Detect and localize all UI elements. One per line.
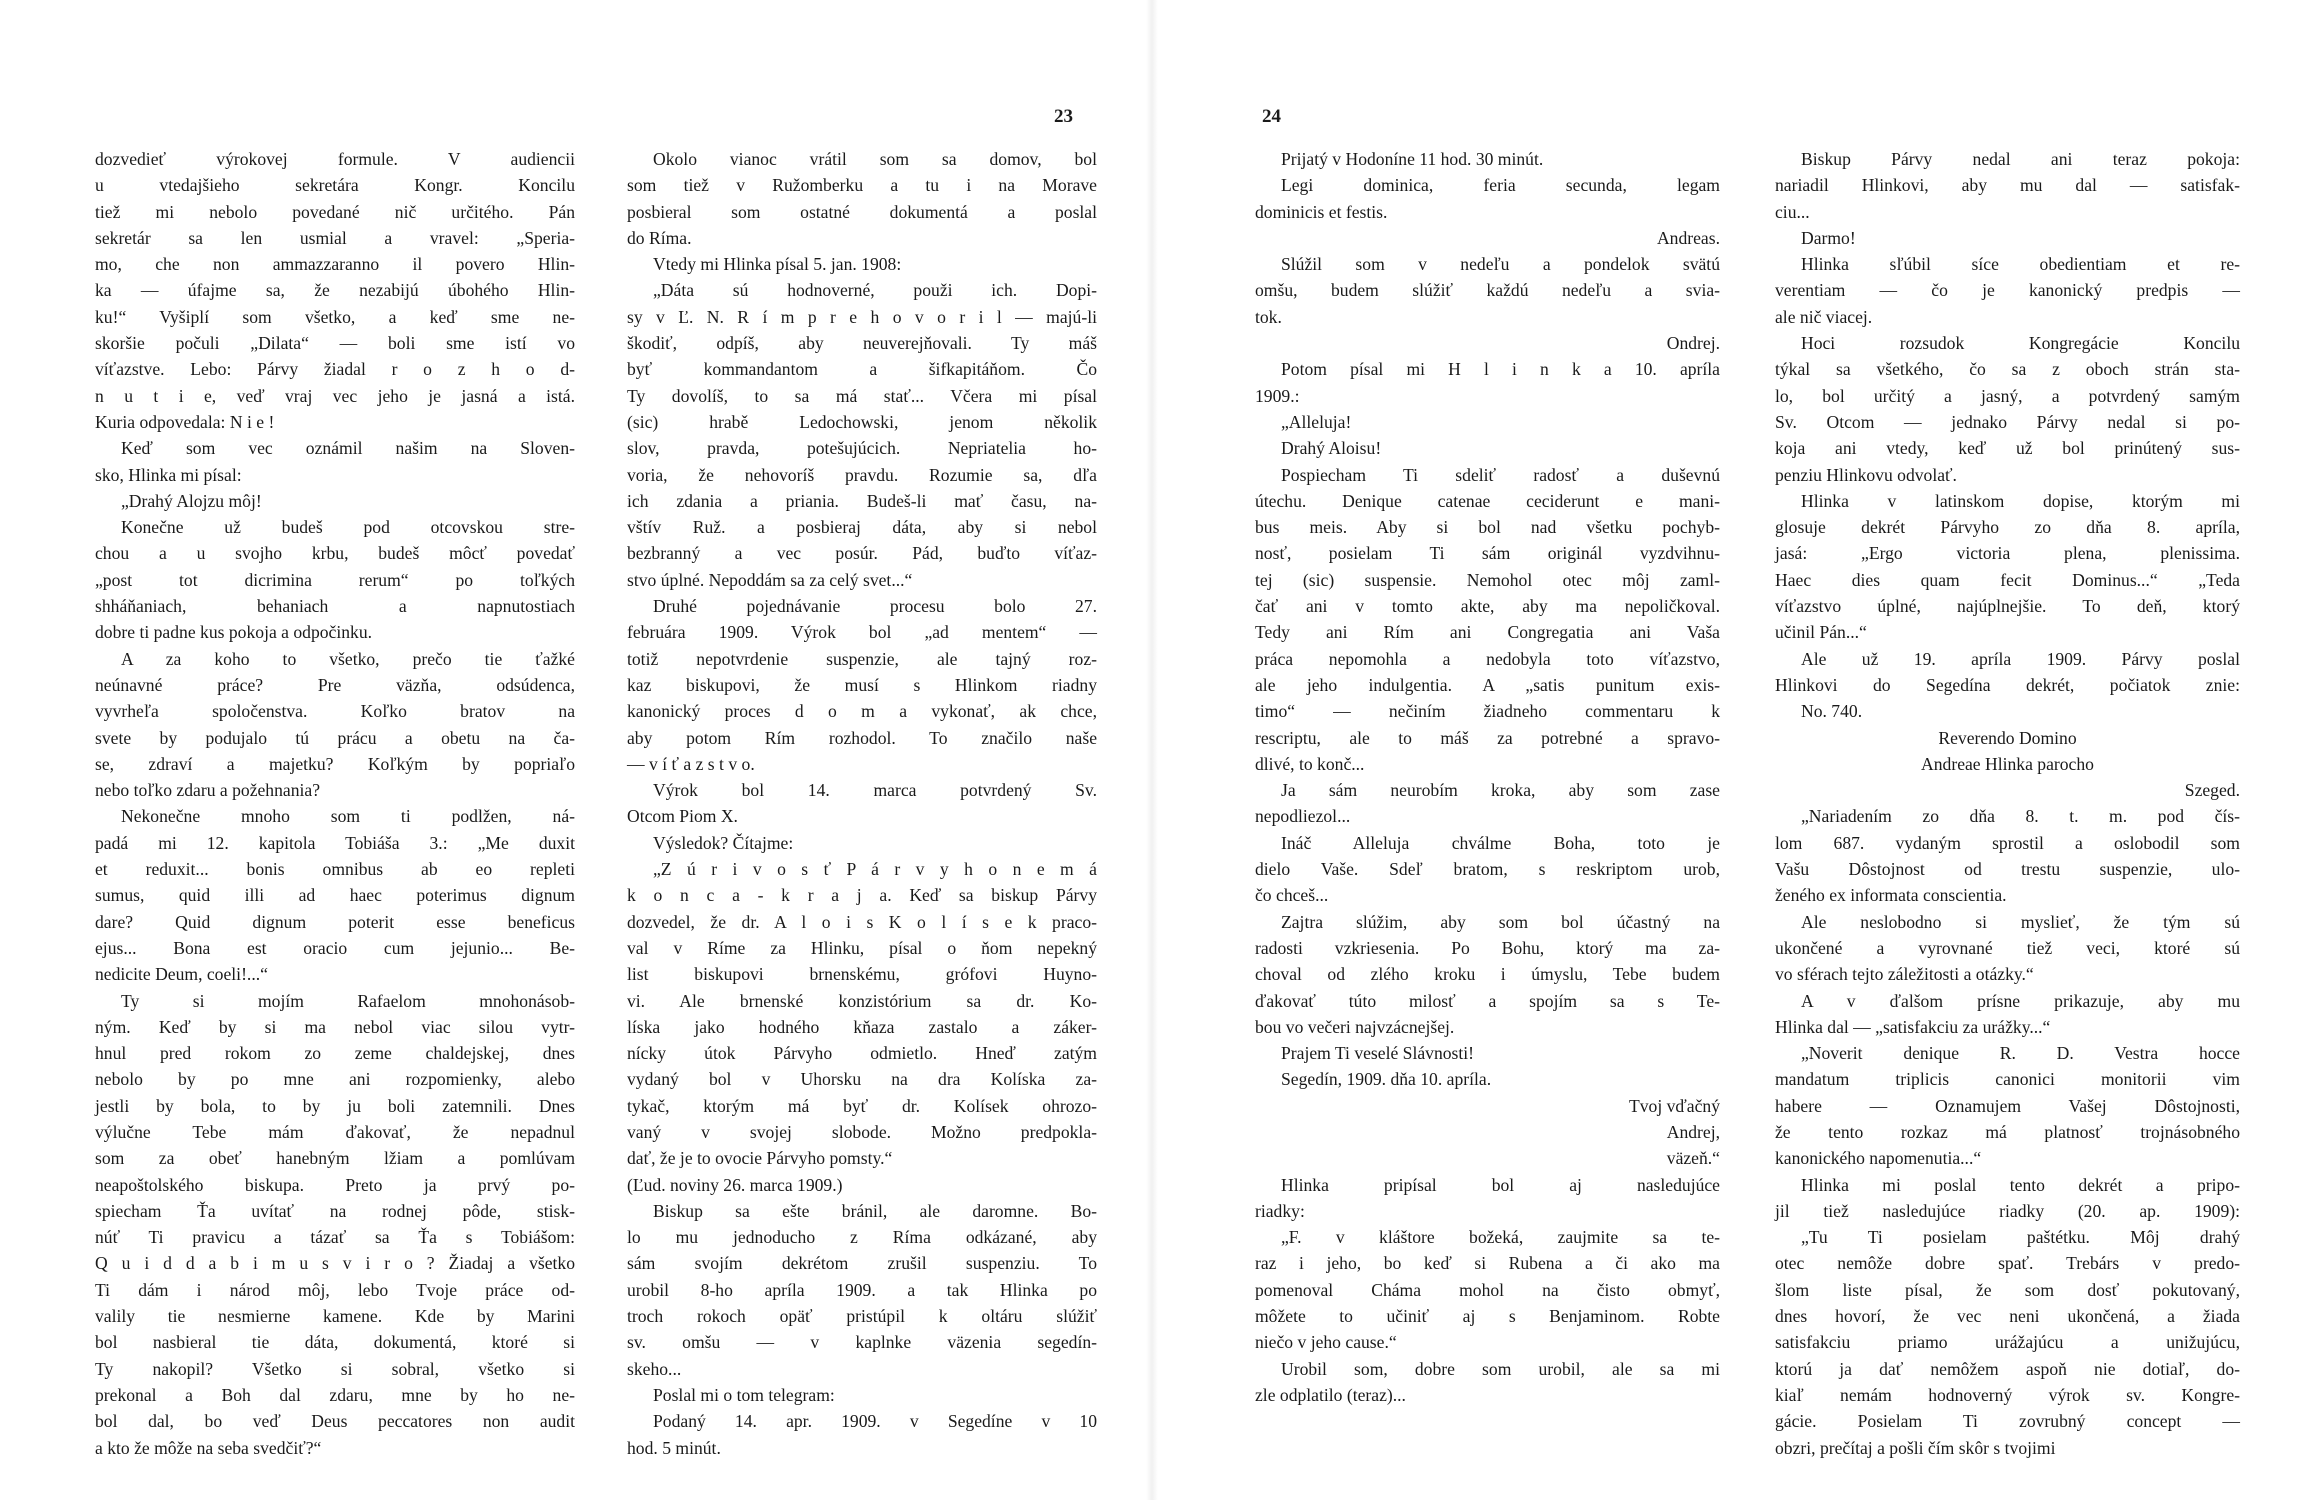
- text-line: spiecham Ťa uvítať na rodnej pôde, stisk-: [95, 1200, 575, 1221]
- text-line: Ale neslobodno si myslieť, že tým sú: [1801, 911, 2240, 932]
- text-line: ciu...: [1775, 201, 1810, 222]
- text-line: kanonický proces d o m a vykonať, ak chce,: [627, 701, 1097, 722]
- text-line: sekretár sa len usmial a vravel: „Speria-: [95, 227, 575, 248]
- text-line: Segedín, 1909. dňa 10. apríla.: [1281, 1069, 1492, 1090]
- text-line: som tiež v Ružomberku a tu i na Morave: [627, 175, 1097, 196]
- text-line: týkal sa všetkého, čo sa z oboch strán sta-: [1775, 359, 2240, 380]
- text-line: niečo v jeho cause.“: [1255, 1332, 1397, 1353]
- text-line: A v ďalšom prísne prikazuje, aby mu: [1801, 990, 2240, 1011]
- text-line: Hlinka mi poslal tento dekrét a pripo-: [1801, 1174, 2240, 1195]
- text-line: pomenoval Cháma mohol na čisto obmyť,: [1255, 1279, 1720, 1300]
- text-line: líska jako hodného kňaza zastalo a záker-: [627, 1016, 1097, 1037]
- text-line: „Dáta sú hodnoverné, použi ich. Dopi-: [653, 280, 1097, 301]
- text-line: vyvrheľa spoločenstva. Koľko bratov na: [95, 701, 575, 722]
- text-line: nícky útok Párvyho odmietlo. Hneď zatým: [627, 1043, 1097, 1064]
- text-line: ženého ex informata conscientia.: [1775, 885, 2007, 906]
- text-line: nebo toľko zdaru a požehnania?: [95, 780, 321, 801]
- text-line: koja ani vtedy, keď už bol prinútený sus-: [1775, 438, 2240, 459]
- text-line: Prijatý v Hodoníne 11 hod. 30 minút.: [1281, 149, 1544, 169]
- text-line: — v í ť a z s t v o.: [627, 753, 755, 774]
- text-line: Keď som vec oznámil našim na Sloven-: [121, 438, 575, 459]
- text-line: skoršie počuli „Dilata“ — boli sme istí vo: [95, 333, 575, 354]
- text-line: omšu, budem slúžiť každú nedeľu a svia-: [1255, 280, 1720, 301]
- text-line: dare? Quid dignum poterit esse beneficus: [95, 911, 575, 932]
- text-line: práca nepomohla a nedobyla toto víťazstvo,: [1255, 648, 1720, 669]
- text-line: bol nasbieral tie dáta, dokumentá, ktoré si: [95, 1332, 575, 1353]
- text-line: Prajem Ti veselé Slávnosti!: [1281, 1043, 1475, 1064]
- right-page: [1152, 0, 2304, 1500]
- text-line: Kuria odpovedala: N i e !: [95, 411, 275, 432]
- text-line: „Nariadením zo dňa 8. t. m. pod čís-: [1801, 806, 2240, 827]
- text-line: tiež mi nebolo povedané nič určitého. Pán: [95, 201, 575, 222]
- text-line: Hlinka dal — „satisfakciu za urážky...“: [1775, 1016, 2051, 1037]
- text-line: tej (sic) suspensie. Nemohol otec môj zaml-: [1255, 569, 1720, 590]
- text-column: [1775, 146, 2240, 1458]
- text-line: valily tie nesmierne kamene. Kde by Marini: [95, 1306, 575, 1327]
- text-line: vštív Ruž. a posbieraj dáta, aby si nebol: [627, 517, 1097, 538]
- text-line: Ty si mojím Rafaelom mnohonásob-: [121, 990, 575, 1011]
- text-line: Andreae Hlinka parocho: [1921, 753, 2094, 774]
- text-line: padá mi 12. kapitola Tobiáša 3.: „Me duxit: [95, 832, 575, 853]
- text-line: hod. 5 minút.: [627, 1437, 721, 1458]
- text-line: dozvedel, že dr. A l o i s K o l í s e k praco-: [627, 911, 1097, 932]
- text-line: že tento rozkaz má platnosť trojnásobného: [1775, 1121, 2240, 1142]
- text-line: vi. Ale brnenské konzistórium sa dr. Ko-: [627, 990, 1097, 1011]
- text-line: dozvedieť výrokovej formule. V audiencii: [95, 149, 575, 169]
- text-line: Szeged.: [2184, 780, 2240, 801]
- text-line: Výsledok? Čítajme:: [653, 832, 794, 853]
- text-line: byť kommandantom a šifkapitáňom. Čo: [627, 359, 1097, 380]
- text-line: Biskup Párvy nedal ani teraz pokoja:: [1801, 149, 2240, 169]
- text-line: n u t i e, veď vraj vec jeho je jasná a istá.: [95, 385, 575, 406]
- page-number: 23: [1054, 106, 1073, 127]
- text-line: Ondrej.: [1666, 333, 1720, 354]
- text-line: Reverendo Domino: [1938, 727, 2077, 748]
- text-line: nepodliezol...: [1255, 806, 1351, 827]
- text-line: jestli by bola, to by ju boli zatemnili. Dnes: [95, 1095, 575, 1116]
- text-line: u vtedajšieho sekretára Kongr. Koncilu: [95, 175, 575, 196]
- text-line: k o n c a - k r a j a. Keď sa biskup Párvy: [627, 885, 1097, 906]
- text-line: gácie. Posielam Ti zovrubný concept —: [1775, 1411, 2240, 1432]
- text-line: útechu. Denique catenae ceciderunt e mani-: [1255, 490, 1720, 511]
- text-line: dať, že je to ovocie Párvyho pomsty.“: [627, 1148, 893, 1169]
- text-line: sy v Ľ. N. R í m p r e h o v o r i l — majú-li: [627, 306, 1097, 327]
- text-line: Hlinka sľúbil síce obedientiam et re-: [1801, 254, 2240, 275]
- text-line: obzri, prečítaj a pošli čím skôr s tvojimi: [1775, 1437, 2056, 1458]
- text-line: Urobil som, dobre som urobil, ale sa mi: [1281, 1358, 1720, 1379]
- text-line: Darmo!: [1801, 227, 1856, 248]
- text-line: nosť, posielam Ti sám originál vyzdvihnu-: [1255, 543, 1720, 564]
- text-line: ejus... Bona est oracio cum jejunio... Be-: [95, 937, 575, 958]
- text-line: Ale už 19. apríla 1909. Párvy poslal: [1801, 648, 2240, 669]
- text-line: mo, che non ammazzaranno il povero Hlin-: [95, 254, 575, 275]
- text-line: totiž nepotvrdenie suspenzie, ale tajný roz-: [627, 648, 1097, 669]
- text-line: No. 740.: [1801, 701, 1863, 722]
- text-line: bol dal, bo veď Deus peccatores non audit: [95, 1411, 575, 1432]
- text-line: Tvoj vďačný: [1628, 1095, 1720, 1116]
- text-line: môžete to učiniť aj s Benjaminom. Robte: [1255, 1306, 1720, 1327]
- text-line: rescriptu, ale to máš za potrebné a spravo-: [1255, 727, 1720, 748]
- text-line: sko, Hlinka mi písal:: [95, 464, 242, 485]
- text-line: bou vo večeri najvzácnejšej.: [1255, 1016, 1455, 1037]
- text-line: Vtedy mi Hlinka písal 5. jan. 1908:: [653, 254, 902, 275]
- text-line: sám svojím dekrétom zrušil suspenziu. To: [627, 1253, 1097, 1274]
- text-line: otec nemôže dobre spať. Trebárs v predo-: [1775, 1253, 2240, 1274]
- text-line: Poslal mi o tom telegram:: [653, 1384, 835, 1405]
- text-line: jasá: „Ergo victoria plena, plenissima.: [1775, 543, 2240, 564]
- text-line: kanonického napomenutia...“: [1775, 1148, 1982, 1169]
- text-line: Nekonečne mnoho som ti podlžen, ná-: [121, 806, 575, 827]
- text-line: val v Ríme za Hlinku, písal o ňom nepekný: [627, 937, 1097, 958]
- text-line: posbieral som ostatné dokumentá a poslal: [627, 201, 1097, 222]
- text-line: lom 687. vydaným sprostil a oslobodil som: [1775, 832, 2240, 853]
- text-line: penziu Hlinkovu odvolať.: [1775, 464, 1957, 485]
- text-line: neapoštolského biskupa. Preto ja prvý po-: [95, 1174, 575, 1195]
- text-line: bezbranný a vec posúr. Pád, buďto víťaz-: [627, 543, 1097, 564]
- text-line: sv. omšu — v kaplnke väzenia segedín-: [627, 1332, 1097, 1353]
- text-line: list biskupovi brnenskému, grófovi Huyno-: [627, 964, 1097, 985]
- text-line: víťazstve. Lebo: Párvy žiadal r o z h o d-: [95, 359, 575, 380]
- text-line: ktorú ja dať nemôžem aspoň nie dotiaľ, do-: [1775, 1358, 2240, 1379]
- text-line: Andreas.: [1656, 227, 1720, 248]
- text-line: ku!“ Vyšiplí som všetko, a keď sme ne-: [95, 306, 575, 327]
- text-line: Otcom Piom X.: [627, 806, 738, 827]
- text-line: ich zdania a priania. Budeš-li mať času, na-: [627, 490, 1097, 511]
- text-line: Q u i d d a b i m u s v i r o ? Žiadaj a všetko: [95, 1253, 575, 1274]
- text-line: dlivé, to konč...: [1255, 753, 1365, 774]
- text-line: A za koho to všetko, prečo tie ťažké: [121, 648, 575, 669]
- text-line: „post tot dicrimina rerum“ po toľkých: [95, 569, 575, 590]
- text-line: „Drahý Alojzu môj!: [121, 490, 262, 511]
- text-line: bus meis. Aby si bol nad všetku pochyb-: [1255, 517, 1720, 538]
- text-line: Slúžil som v nedeľu a pondelok svätú: [1281, 254, 1720, 275]
- text-line: škodiť, odpíš, aby neuverejňovali. Ty máš: [627, 333, 1097, 354]
- text-line: „F. v kláštore božeká, zaujmite sa te-: [1281, 1227, 1720, 1248]
- text-line: dielo Vaše. Sdeľ bratom, s reskriptom urob,: [1255, 859, 1720, 880]
- text-line: Ináč Alleluja chválme Boha, toto je: [1281, 832, 1720, 853]
- text-line: sumus, quid illi ad haec poterimus dignum: [95, 885, 575, 906]
- text-line: radosti vzkriesenia. Po Bohu, ktorý ma za-: [1255, 937, 1720, 958]
- text-line: satisfakciu priamo urážajúcu a unižujúcu,: [1775, 1332, 2240, 1353]
- text-line: šlom liste písal, že som dosť pokutovaný,: [1775, 1279, 2240, 1300]
- text-line: „Alleluja!: [1281, 411, 1352, 432]
- text-line: timo“ — nečiním žiadneho commentaru k: [1255, 701, 1720, 722]
- text-line: do Ríma.: [627, 227, 692, 248]
- text-line: Hoci rozsudok Kongregácie Koncilu: [1801, 333, 2240, 354]
- text-line: Potom písal mi H l i n k a 10. apríla: [1281, 359, 1720, 380]
- text-line: Vašu Dôstojnost od trestu suspenzie, ulo-: [1775, 859, 2240, 880]
- text-line: lo mu jednoducho z Ríma odkázané, aby: [627, 1227, 1097, 1248]
- text-line: vo sférach tejto záležitosti a otázky.“: [1775, 964, 2034, 985]
- text-line: nebolo by po mne ani rozpomienky, alebo: [95, 1069, 575, 1090]
- text-line: Hlinka pripísal bol aj nasledujúce: [1281, 1174, 1720, 1195]
- text-line: voria, že nehovoríš pravdu. Rozumie sa, dľa: [627, 464, 1097, 485]
- text-line: Pospiecham Ti sdeliť radosť a duševnú: [1281, 464, 1720, 485]
- text-line: Hlinka v latinskom dopise, ktorým mi: [1801, 490, 2240, 511]
- text-line: verentiam — čo je kanonický predpis —: [1775, 280, 2240, 301]
- text-line: Sv. Otcom — jednako Párvy nedal si po-: [1775, 411, 2240, 432]
- text-line: Biskup sa ešte bránil, ale daromne. Bo-: [653, 1200, 1097, 1221]
- text-line: riadky:: [1255, 1200, 1305, 1221]
- text-line: „Noverit denique R. D. Vestra hocce: [1801, 1043, 2240, 1064]
- text-line: Okolo vianoc vrátil som sa domov, bol: [653, 149, 1097, 169]
- text-column: [1255, 146, 1720, 1436]
- text-line: som za obeť hanebným lžiam a pomlúvam: [95, 1148, 575, 1169]
- text-line: lo, bol určitý a jasný, a potvrdený samým: [1775, 385, 2240, 406]
- text-line: Ty dovolíš, to sa má stať... Včera mi písal: [627, 385, 1097, 406]
- text-line: väzeň.“: [1666, 1148, 1720, 1169]
- text-line: neúnavné práce? Pre väzňa, odsúdenca,: [95, 674, 575, 695]
- text-line: učinil Pán...“: [1775, 622, 1867, 643]
- text-line: ale nič viacej.: [1775, 306, 1873, 327]
- text-column: [95, 146, 575, 1458]
- text-line: vydaný bol v Uhorsku na dra Kolíska za-: [627, 1069, 1097, 1090]
- text-line: februára 1909. Výrok bol „ad mentem“ —: [627, 622, 1097, 643]
- text-line: shháňaniach, behaniach a napnutostiach: [95, 596, 575, 617]
- text-line: Ti dám i národ môj, lebo Tvoje práce od-: [95, 1279, 575, 1300]
- text-line: nedicite Deum, coeli!...“: [95, 964, 268, 985]
- text-line: choval od zlého kroku i úmyslu, Tebe budem: [1255, 964, 1720, 985]
- text-line: Výrok bol 14. marca potvrdený Sv.: [653, 780, 1097, 801]
- text-line: Ty nakopil? Všetko si sobral, všetko si: [95, 1358, 575, 1379]
- text-line: jil tiež nasledujúce riadky (20. ap. 1909):: [1775, 1200, 2240, 1221]
- text-line: 1909.:: [1255, 385, 1300, 406]
- text-line: Ja sám neurobím kroka, aby som zase: [1281, 780, 1720, 801]
- text-line: skeho...: [627, 1358, 682, 1379]
- text-line: zle odplatilo (teraz)...: [1255, 1384, 1406, 1405]
- text-line: Druhé pojednávanie procesu bolo 27.: [653, 596, 1097, 617]
- text-line: ka — úfajme sa, že nezabijú úbohého Hlin-: [95, 280, 575, 301]
- text-line: dobre ti padne kus pokoja a odpočinku.: [95, 622, 373, 643]
- text-line: výlučne Tebe mám ďakovať, že nepadnul: [95, 1121, 575, 1142]
- text-line: Podaný 14. apr. 1909. v Segedíne v 10: [653, 1411, 1097, 1432]
- text-line: habere — Oznamujem Vašej Dôstojnosti,: [1775, 1095, 2240, 1116]
- text-line: (Ľud. noviny 26. marca 1909.): [627, 1174, 843, 1195]
- text-line: se, zdraví a majetku? Koľkým by popriaľo: [95, 753, 575, 774]
- text-line: aby potom Rím rozhodol. To značilo naše: [627, 727, 1097, 748]
- text-line: Legi dominica, feria secunda, legam: [1281, 175, 1720, 196]
- text-line: Konečne už budeš pod otcovskou stre-: [121, 517, 575, 538]
- text-line: mandatum triplicis canonici monitorii vim: [1775, 1069, 2240, 1090]
- text-line: dominicis et festis.: [1255, 201, 1388, 222]
- text-line: raz i jeho, bo keď si Rubena a či ako ma: [1255, 1253, 1720, 1274]
- text-line: ukončené a vyrovnané tiež veci, ktoré sú: [1775, 937, 2240, 958]
- text-line: stvo úplné. Nepoddám sa za celý svet...“: [627, 569, 913, 590]
- text-line: prekonal a Boh dal zdaru, mne by ho ne-: [95, 1384, 575, 1405]
- text-line: (sic) hrabě Ledochowski, jenom několik: [627, 411, 1097, 432]
- text-line: nariadil Hlinkovi, aby mu dal — satisfak-: [1775, 175, 2240, 196]
- text-line: a kto že môže na seba svedčiť?“: [95, 1437, 322, 1458]
- text-line: Zajtra slúžim, aby som bol účastný na: [1281, 911, 1720, 932]
- text-line: čo chceš...: [1255, 885, 1329, 906]
- text-line: glosuje dekrét Párvyho zo dňa 8. apríla,: [1775, 517, 2240, 538]
- text-line: víťazstvo úplné, najúplnejšie. To deň, ktorý: [1775, 596, 2240, 617]
- text-line: Haec dies quam fecit Dominus...“ „Teda: [1775, 569, 2240, 590]
- text-line: núť Ti pravicu a tázať sa Ťa s Tobiášom:: [95, 1227, 575, 1248]
- text-line: kiaľ nemám hodnoverný výrok sv. Kongre-: [1775, 1384, 2240, 1405]
- text-line: ďakovať túto milosť a spojím sa s Te-: [1255, 990, 1720, 1011]
- text-line: hnul pred rokom zo zeme chaldejskej, dnes: [95, 1043, 575, 1064]
- text-line: troch rokoch opäť pristúpil k oltáru slúžiť: [627, 1306, 1097, 1327]
- text-line: ným. Keď by si ma nebol viac silou vytr-: [95, 1016, 575, 1037]
- text-line: kaz biskupovi, že musí s Hlinkom riadny: [627, 674, 1097, 695]
- text-line: dnes hovorí, že vec neni ukončená, a žiada: [1775, 1306, 2240, 1327]
- text-line: Andrej,: [1666, 1121, 1720, 1142]
- text-line: svete by podujalo tú prácu a obetu na ča-: [95, 727, 575, 748]
- text-line: Drahý Aloisu!: [1281, 438, 1382, 459]
- text-line: chou a u svojho krbu, budeš môcť povedať: [95, 543, 575, 564]
- text-line: „Tu Ti posielam paštétku. Môj drahý: [1801, 1227, 2240, 1248]
- text-column: [627, 146, 1097, 1458]
- text-line: ale jeho indulgentia. A „satis punitum exis-: [1255, 674, 1720, 695]
- text-line: urobil 8-ho apríla 1909. a tak Hlinka po: [627, 1279, 1097, 1300]
- text-line: vaný v svojej slobode. Možno predpokla-: [627, 1121, 1097, 1142]
- text-line: et reduxit... bonis omnibus ab eo repleti: [95, 859, 575, 880]
- text-line: tykač, ktorým má byť dr. Kolísek ohrozo-: [627, 1095, 1097, 1116]
- text-line: Hlinkovi do Segedína dekrét, počiatok znie:: [1775, 674, 2240, 695]
- text-line: slov, pravda, potešujúcich. Nepriatelia ho-: [627, 438, 1097, 459]
- page-number: 24: [1262, 106, 1281, 127]
- text-line: čať ani v tomto akte, aby ma nepoličkoval.: [1255, 596, 1720, 617]
- text-line: tok.: [1255, 306, 1282, 327]
- text-line: Tedy ani Rím ani Congregatia ani Vaša: [1255, 622, 1720, 643]
- text-line: „Z ú r i v o s ť P á r v y h o n e m á: [653, 859, 1097, 880]
